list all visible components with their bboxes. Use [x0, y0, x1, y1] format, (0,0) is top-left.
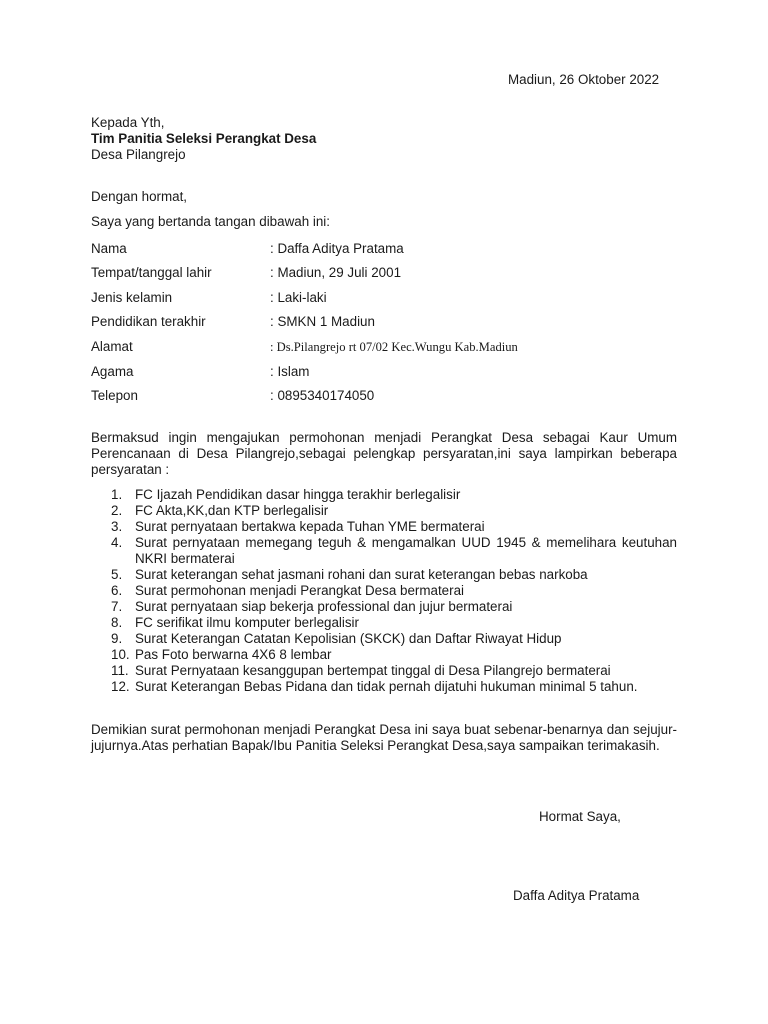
field-value-alamat: : Ds.Pilangrejo rt 07/02 Kec.Wungu Kab.Madiun	[270, 340, 518, 354]
list-item-text: Surat pernyataan siap bekerja professional dan jujur bermaterai	[135, 599, 513, 614]
list-item-number: 8.	[111, 615, 123, 630]
closing-salutation: Hormat Saya,	[539, 809, 621, 824]
field-value-agama: : Islam	[270, 364, 310, 379]
list-item-number: 12.	[111, 679, 130, 694]
list-item-number: 9.	[111, 631, 123, 646]
field-value-telepon: : 0895340174050	[270, 388, 375, 403]
field-label-alamat: Alamat	[91, 339, 133, 354]
list-item	[91, 535, 677, 567]
recipient-place: Desa Pilangrejo	[91, 147, 186, 162]
closing-paragraph: Demikian surat permohonan menjadi Perangkat Desa ini saya buat sebenar-benarnya dan sejujur-jujurnya.Atas perhatian Bapak/Ibu Panitia Seleksi Perangkat Desa,saya sampaikan terimakasih.	[91, 722, 677, 753]
list-item-number: 3.	[111, 519, 123, 534]
list-item	[91, 599, 677, 615]
recipient-name: Tim Panitia Seleksi Perangkat Desa	[91, 131, 317, 146]
list-item-text: FC serifikat ilmu komputer berlegalisir	[135, 615, 359, 630]
list-item-text: Surat pernyataan bertakwa kepada Tuhan YME bermaterai	[135, 519, 485, 534]
list-item-text: FC Akta,KK,dan KTP berlegalisir	[135, 503, 329, 518]
field-value-pendidikan: : SMKN 1 Madiun	[270, 314, 375, 329]
field-value-jenis-kelamin: : Laki-laki	[270, 290, 327, 305]
list-item-number: 5.	[111, 567, 123, 582]
field-label-nama: Nama	[91, 241, 127, 256]
letter-date: Madiun, 26 Oktober 2022	[508, 72, 660, 87]
list-item-number: 2.	[111, 503, 123, 518]
list-item-number: 10.	[111, 647, 130, 662]
list-item-text: Surat Keterangan Bebas Pidana dan tidak pernah dijatuhi hukuman minimal 5 tahun.	[135, 679, 638, 694]
list-item	[91, 631, 677, 647]
list-item-text: Surat keterangan sehat jasmani rohani dan surat keterangan bebas narkoba	[135, 567, 588, 582]
list-item	[91, 679, 677, 695]
list-item-number: 11.	[111, 663, 129, 678]
list-item-text: FC Ijazah Pendidikan dasar hingga terakhir berlegalisir	[135, 487, 461, 502]
recipient-salutation: Kepada Yth,	[91, 115, 165, 130]
requirements-list	[91, 487, 677, 695]
list-item-text: Surat Pernyataan kesanggupan bertempat tinggal di Desa Pilangrejo bermaterai	[135, 663, 611, 678]
list-item	[91, 647, 677, 663]
intro-line: Saya yang bertanda tangan dibawah ini:	[91, 214, 330, 229]
field-label-telepon: Telepon	[91, 388, 138, 403]
list-item-text: Surat Keterangan Catatan Kepolisian (SKCK) dan Daftar Riwayat Hidup	[135, 631, 562, 646]
field-label-agama: Agama	[91, 364, 134, 379]
list-item	[91, 519, 677, 535]
list-item-number: 4.	[111, 535, 123, 550]
list-item-text: Surat permohonan menjadi Perangkat Desa bermaterai	[135, 583, 464, 598]
list-item	[91, 487, 677, 503]
list-item	[91, 503, 677, 519]
list-item-text: Pas Foto berwarna 4X6 8 lembar	[135, 647, 332, 662]
list-item-text: Surat pernyataan memegang teguh & mengamalkan UUD 1945 & memelihara keutuhan NKRI bermaterai	[135, 535, 677, 566]
field-label-jenis-kelamin: Jenis kelamin	[91, 290, 173, 305]
field-value-nama: : Daffa Aditya Pratama	[270, 241, 404, 256]
greeting: Dengan hormat,	[91, 189, 188, 204]
field-label-ttl: Tempat/tanggal lahir	[91, 265, 212, 280]
field-label-pendidikan: Pendidikan terakhir	[91, 314, 206, 329]
list-item-number: 7.	[111, 599, 123, 614]
field-value-ttl: : Madiun, 29 Juli 2001	[270, 265, 402, 280]
list-item	[91, 567, 677, 583]
signer-name: Daffa Aditya Pratama	[513, 888, 640, 903]
list-item-number: 1.	[111, 487, 123, 502]
list-item-number: 6.	[111, 583, 123, 598]
list-item	[91, 615, 677, 631]
list-item	[91, 663, 677, 679]
request-paragraph: Bermaksud ingin mengajukan permohonan menjadi Perangkat Desa sebagai Kaur Umum Perencanaan di Desa Pilangrejo,sebagai pelengkap persyaratan,ini saya lampirkan beberapa persyaratan :	[91, 430, 677, 477]
list-item	[91, 583, 677, 599]
